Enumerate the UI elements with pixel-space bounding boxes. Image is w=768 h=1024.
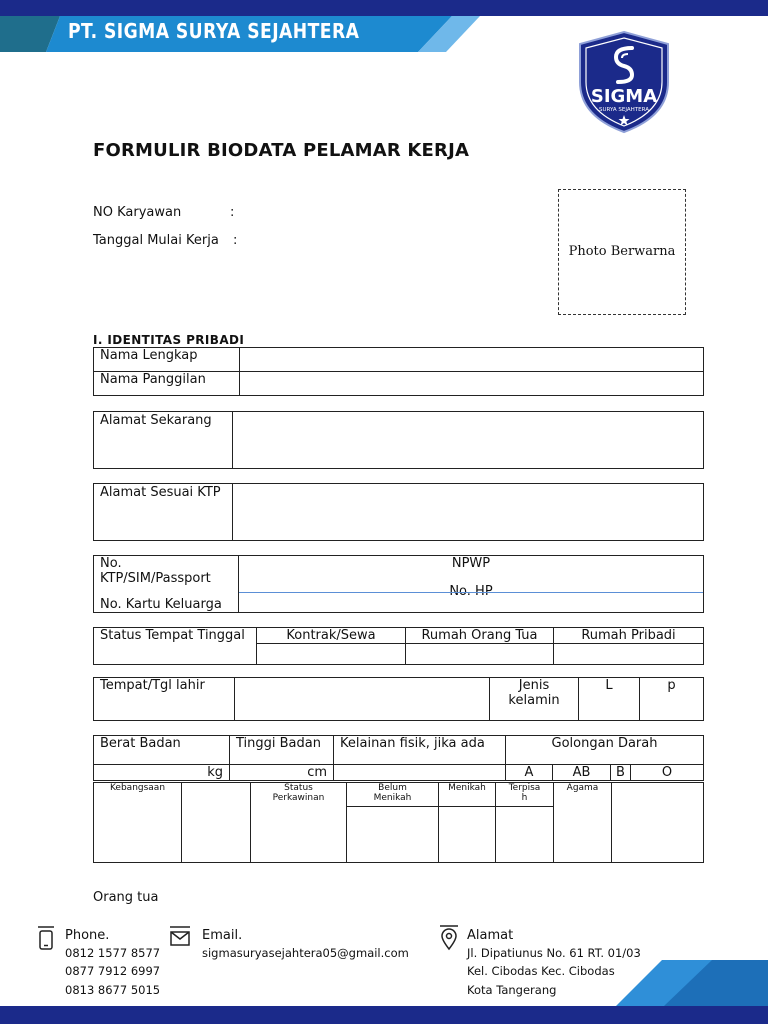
no-karyawan-colon: : bbox=[230, 205, 235, 220]
phone-1[interactable]: 0812 1577 8577 bbox=[65, 946, 161, 960]
terpisah-line2: h bbox=[521, 793, 528, 803]
tanggal-mulai-label: Tanggal Mulai Kerja bbox=[93, 233, 219, 248]
kontrak-field[interactable] bbox=[257, 644, 406, 665]
alamat-line-3: Kota Tangerang bbox=[467, 983, 557, 997]
lahir-table bbox=[93, 677, 704, 721]
photo-label: Photo Berwarna bbox=[568, 243, 676, 259]
no-karyawan-label: NO Karyawan bbox=[93, 205, 182, 220]
company-name: PT. SIGMA SURYA SEJAHTERA bbox=[68, 19, 360, 43]
jenis-kelamin-line1: Jenis bbox=[518, 678, 550, 693]
kelainan-field[interactable] bbox=[334, 765, 506, 781]
gol-a-option[interactable]: A bbox=[506, 765, 553, 781]
no-kk-label: No. Kartu Keluarga bbox=[100, 597, 222, 612]
rumah-ortu-option[interactable]: Rumah Orang Tua bbox=[406, 628, 554, 644]
alamat-sekarang-field[interactable] bbox=[233, 412, 704, 469]
alamat-ktp-field[interactable] bbox=[233, 484, 704, 541]
terpisah-line1: Terpisa bbox=[508, 783, 541, 793]
ktp-label-cell bbox=[94, 556, 239, 613]
footer-corner-decoration bbox=[616, 960, 768, 1006]
ktp-table bbox=[93, 555, 704, 613]
status-kawin-line2: Perkawinan bbox=[272, 793, 325, 803]
no-hp-label: No. HP bbox=[449, 584, 493, 599]
tinggi-unit[interactable]: cm bbox=[230, 765, 334, 781]
golongan-label: Golongan Darah bbox=[506, 736, 704, 765]
email-label: Email. bbox=[202, 928, 243, 943]
rumah-pribadi-option[interactable]: Rumah Pribadi bbox=[554, 628, 704, 644]
alamat-ktp-label: Alamat Sesuai KTP bbox=[94, 484, 233, 541]
logo-subtext: SURYA SEJAHTERA bbox=[598, 107, 650, 113]
status-tempat-table bbox=[93, 627, 704, 665]
email-icon bbox=[169, 926, 191, 948]
agama-field[interactable] bbox=[612, 783, 704, 863]
fisik-table bbox=[93, 735, 704, 781]
orang-tua-label: Orang tua bbox=[93, 890, 159, 905]
rumah-ortu-field[interactable] bbox=[406, 644, 554, 665]
menikah-field[interactable] bbox=[439, 807, 496, 863]
alamat-line-1: Jl. Dipatiunus No. 61 RT. 01/03 bbox=[467, 946, 641, 960]
gol-ab-option[interactable]: AB bbox=[553, 765, 611, 781]
berat-label: Berat Badan bbox=[94, 736, 230, 765]
nama-lengkap-label: Nama Lengkap bbox=[94, 348, 240, 372]
gender-l-option[interactable]: L bbox=[579, 678, 640, 721]
kebangsaan-label: Kebangsaan bbox=[94, 783, 182, 863]
ktp-label-line1: No. bbox=[100, 556, 122, 571]
rumah-pribadi-field[interactable] bbox=[554, 644, 704, 665]
status-kawin-table bbox=[93, 782, 704, 863]
form-title: FORMULIR BIODATA PELAMAR KERJA bbox=[93, 140, 470, 161]
belum-menikah-field[interactable] bbox=[347, 807, 439, 863]
location-pin-icon bbox=[439, 925, 459, 951]
jenis-kelamin-line2: kelamin bbox=[508, 693, 560, 708]
gender-p-option[interactable]: p bbox=[640, 678, 704, 721]
alamat-sekarang-table bbox=[93, 411, 704, 469]
gol-o-option[interactable]: O bbox=[631, 765, 704, 781]
phone-2[interactable]: 0877 7912 6997 bbox=[65, 964, 161, 978]
photo-box[interactable] bbox=[558, 189, 686, 315]
agama-label: Agama bbox=[554, 783, 612, 863]
kebangsaan-field[interactable] bbox=[182, 783, 251, 863]
phone-3[interactable]: 0813 8677 5015 bbox=[65, 983, 161, 997]
kontrak-option[interactable]: Kontrak/Sewa bbox=[257, 628, 406, 644]
phone-label: Phone. bbox=[65, 928, 110, 943]
belum-menikah-label bbox=[347, 783, 439, 807]
status-kawin-label bbox=[251, 783, 347, 863]
tempat-lahir-label: Tempat/Tgl lahir bbox=[94, 678, 235, 721]
footer-bottom-bar bbox=[0, 1006, 768, 1024]
tempat-lahir-field[interactable] bbox=[235, 678, 490, 721]
belum-menikah-line1: Belum bbox=[378, 783, 407, 793]
kelainan-label: Kelainan fisik, jika ada bbox=[334, 736, 506, 765]
npwp-hp-cell[interactable] bbox=[239, 556, 704, 613]
berat-unit[interactable]: kg bbox=[94, 765, 230, 781]
email-address[interactable]: sigmasuryasejahtera05@gmail.com bbox=[202, 946, 409, 960]
nama-panggilan-field[interactable] bbox=[240, 372, 704, 396]
terpisah-field[interactable] bbox=[496, 807, 554, 863]
logo-text: SIGMA bbox=[590, 86, 658, 107]
nama-table bbox=[93, 347, 704, 396]
tinggi-label: Tinggi Badan bbox=[230, 736, 334, 765]
sigma-logo-icon bbox=[576, 30, 672, 134]
ktp-label-line2: KTP/SIM/Passport bbox=[100, 571, 211, 586]
belum-menikah-line2: Menikah bbox=[373, 793, 412, 803]
status-kawin-line1: Status bbox=[284, 783, 313, 793]
header-top-bar bbox=[0, 0, 768, 16]
nama-lengkap-field[interactable] bbox=[240, 348, 704, 372]
gol-b-option[interactable]: B bbox=[611, 765, 631, 781]
npwp-label: NPWP bbox=[451, 556, 491, 571]
alamat-sekarang-label: Alamat Sekarang bbox=[94, 412, 233, 469]
menikah-label: Menikah bbox=[439, 783, 496, 807]
terpisah-label bbox=[496, 783, 554, 807]
alamat-line-2: Kel. Cibodas Kec. Cibodas bbox=[467, 964, 615, 978]
alamat-label: Alamat bbox=[467, 928, 514, 943]
nama-panggilan-label: Nama Panggilan bbox=[94, 372, 240, 396]
section-identitas-title: I. IDENTITAS PRIBADI bbox=[93, 333, 245, 347]
status-tempat-label: Status Tempat Tinggal bbox=[94, 628, 257, 665]
alamat-ktp-table bbox=[93, 483, 704, 541]
tanggal-mulai-colon: : bbox=[233, 233, 238, 248]
jenis-kelamin-label bbox=[490, 678, 579, 721]
npwp-divider bbox=[239, 592, 703, 593]
phone-icon bbox=[37, 926, 55, 950]
